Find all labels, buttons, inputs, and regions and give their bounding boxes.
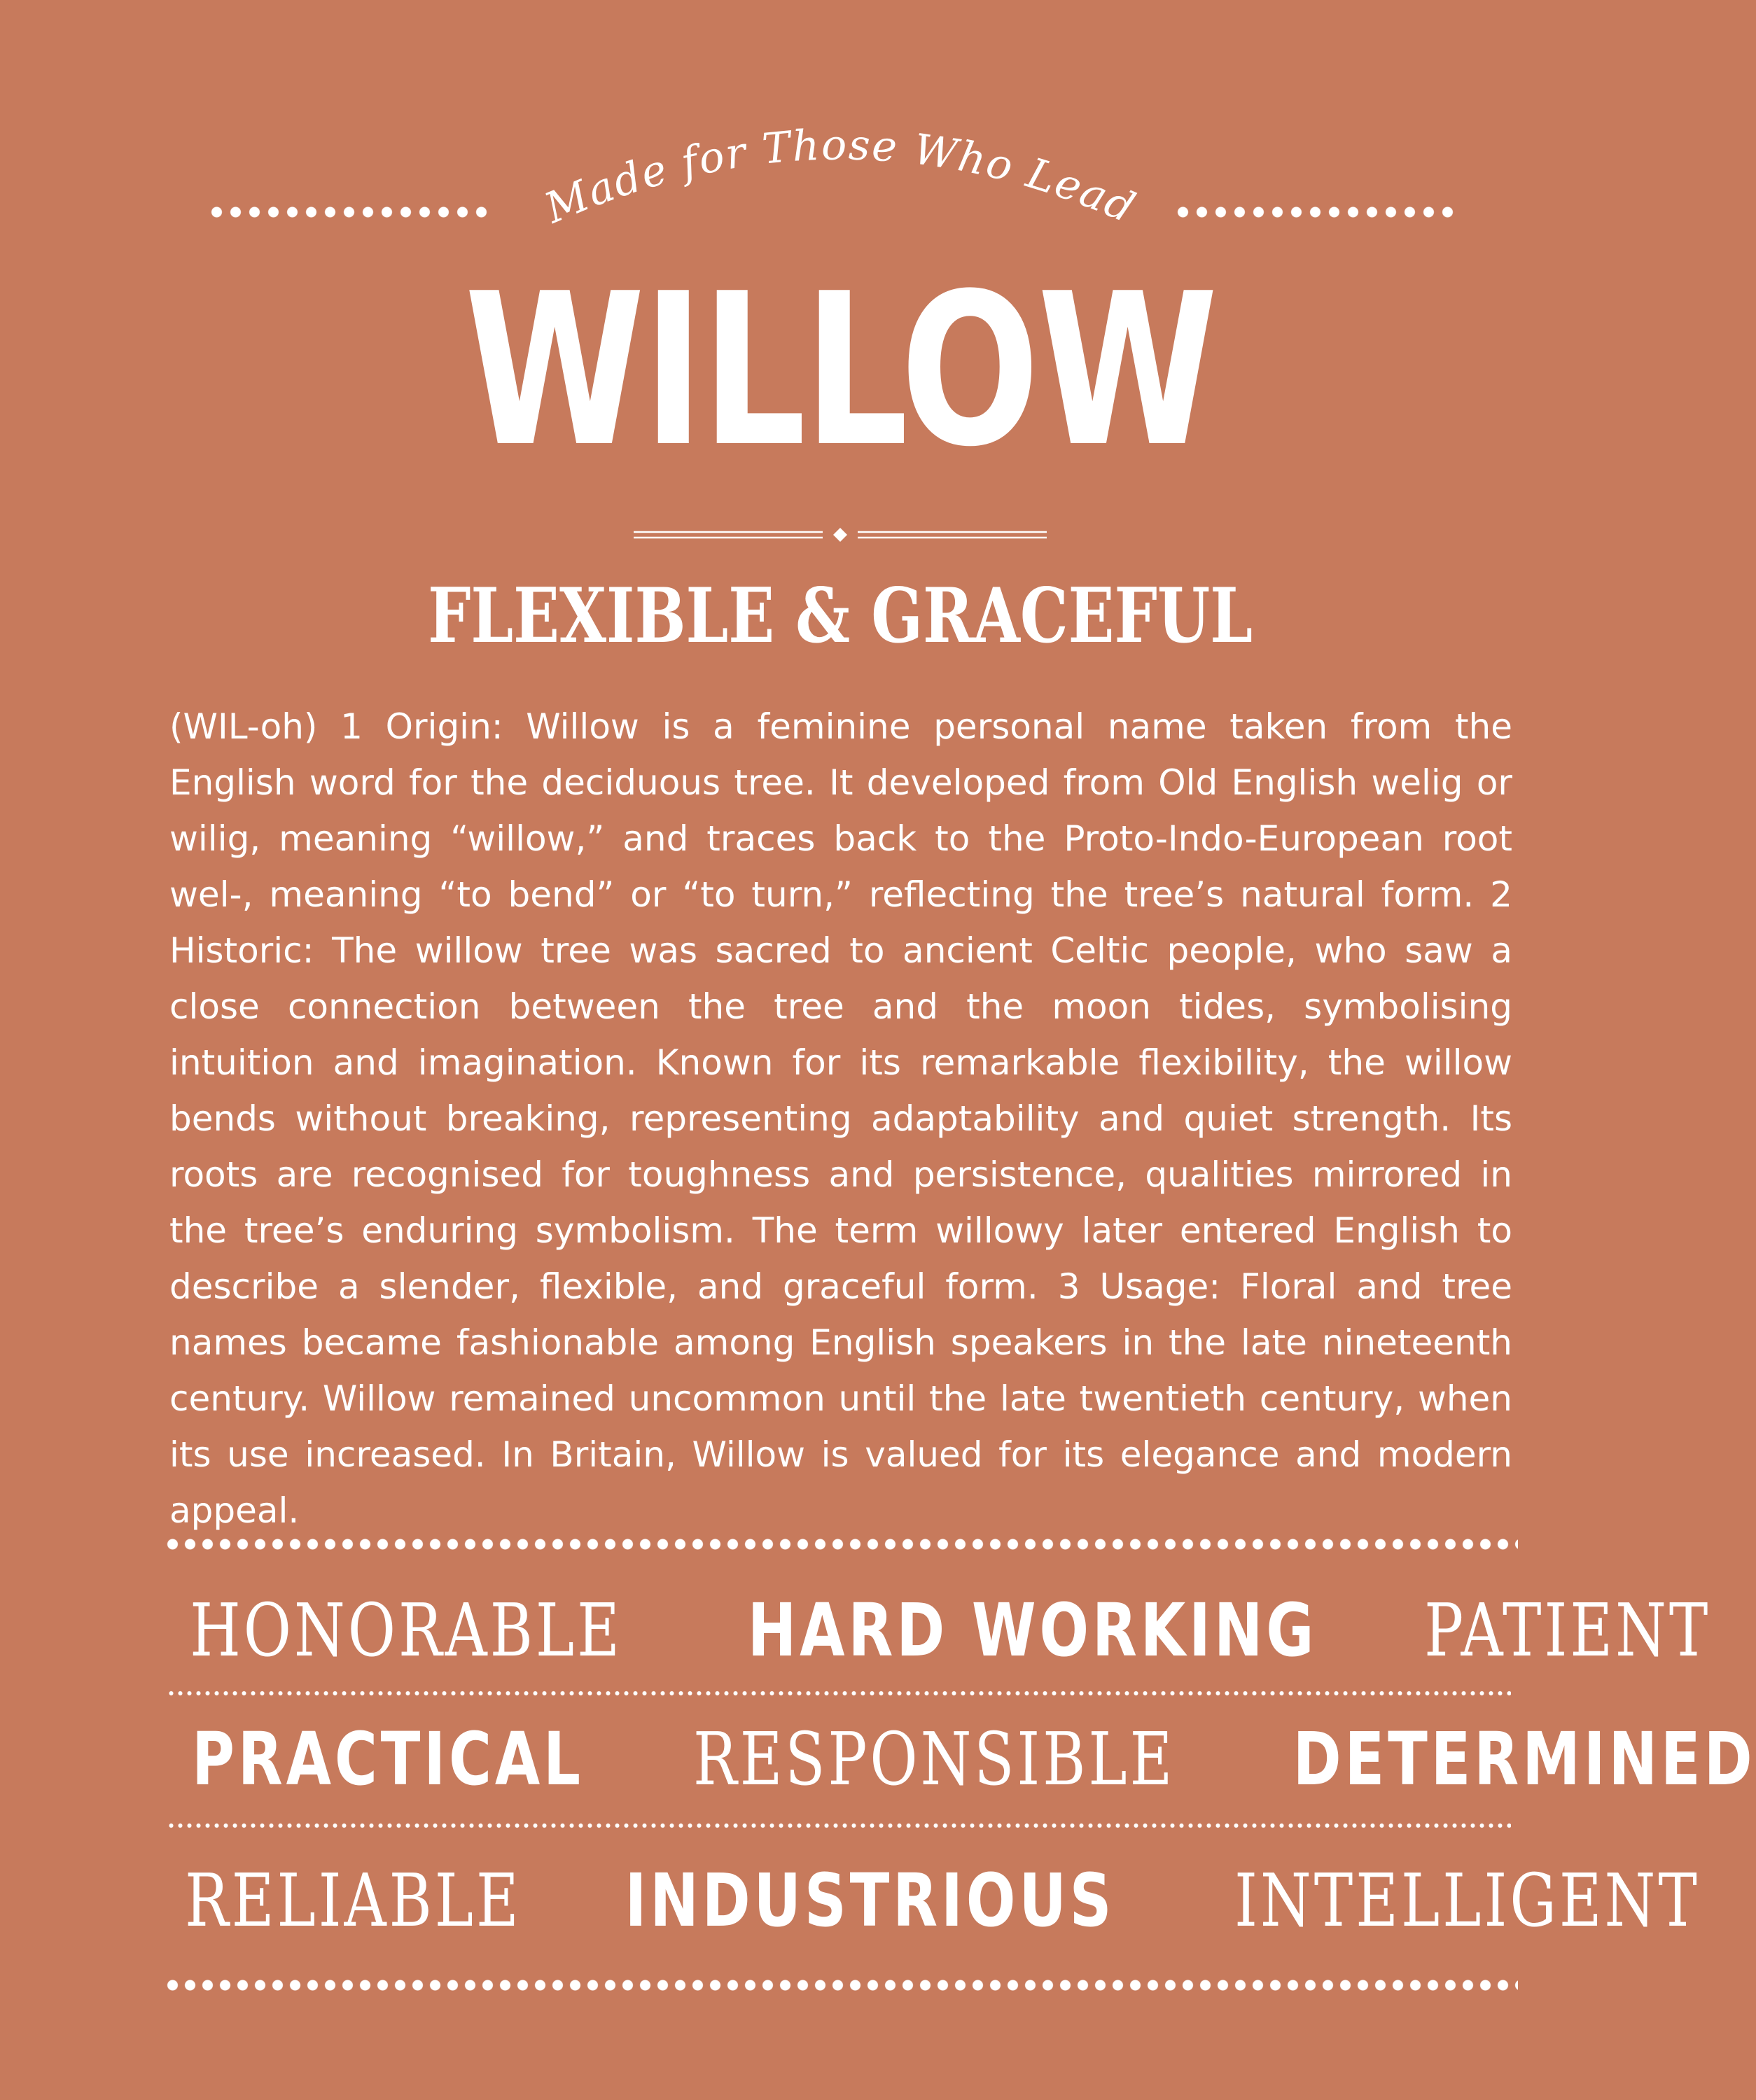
diamond-icon [833, 528, 847, 542]
trait-word: PRACTICAL [191, 1716, 584, 1802]
meaning-subtitle: FLEXIBLE & GRACEFUL [428, 572, 1253, 660]
tagline-dots-right [1173, 204, 1461, 220]
trait-word: PATIENT [1424, 1588, 1711, 1673]
dotted-separator-top [164, 1536, 1518, 1552]
trait-row-2 [164, 1714, 1756, 1805]
trait-word: HARD WORKING [747, 1588, 1318, 1673]
trait-row-3 [164, 1855, 1700, 1946]
name-definition: (WIL-oh) 1 Origin: Willow is a feminine personal name taken from the English word for the deciduous tree. It developed from Old English welig or wilig, meaning “willow,” and traces back to the Proto-Indo-European root wel-, meaning “to bend” or “to turn,” reflecting the tree’s natural form. 2 Historic: The willow tree was sacred to ancient Celtic people, who saw a close connection between the tree and the moon tides, symbolising intuition and imagination. Known for its remarkable flexibility, the willow bends without breaking, representing adaptability and quiet strength. Its roots are recognised for toughness and persistence, qualities mirrored in the tree’s enduring symbolism. The term willowy later entered English to describe a slender, flexible, and graceful form. 3 Usage: Floral and tree names became fashionable among English speakers in the late nineteenth century. Willow remained uncommon until the late twentieth century, when its use increased. In Britain, Willow is valued for its elegance and modern appeal. [169, 706, 1512, 1531]
dotted-separator-1 [167, 1690, 1511, 1696]
trait-word: HONORABLE [190, 1588, 622, 1673]
name-title: WILLOW [464, 248, 1216, 493]
tagline [518, 105, 1162, 238]
tagline-text: Made for Those Who Lead [538, 120, 1143, 234]
trait-word: RESPONSIBLE [692, 1716, 1176, 1802]
dotted-separator-2 [167, 1823, 1511, 1828]
trait-word: DETERMINED [1292, 1716, 1756, 1802]
dotted-separator-bottom [164, 1977, 1518, 1993]
trait-row-1 [164, 1585, 1711, 1676]
tagline-dots-left [207, 204, 494, 220]
trait-word: INTELLIGENT [1234, 1858, 1700, 1943]
divider-ornament [634, 526, 1047, 543]
svg-text:Made for Those Who Lead [537, 120, 1143, 233]
trait-word: INDUSTRIOUS [625, 1858, 1115, 1943]
trait-word: RELIABLE [185, 1858, 522, 1943]
